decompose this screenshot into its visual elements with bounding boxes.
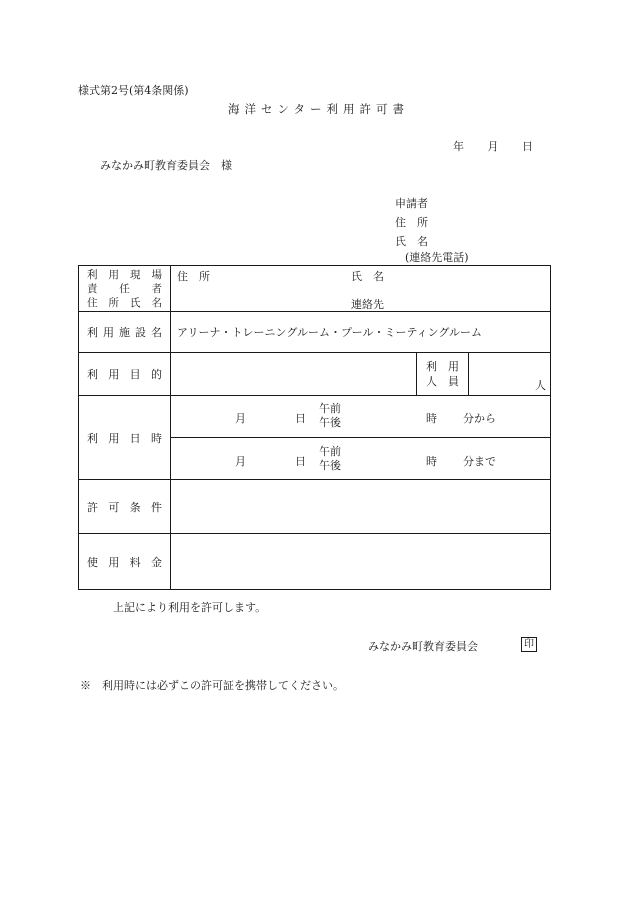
from-label: 分から [463, 412, 496, 425]
char: 場 [151, 268, 162, 281]
day-label: 日 [295, 455, 306, 468]
char: 的 [150, 368, 162, 381]
people-unit: 人 [535, 379, 547, 392]
datetime-until-field[interactable] [171, 438, 551, 480]
hour-label: 時 [426, 455, 437, 468]
label-line-1 [79, 268, 170, 282]
until-label: 分まで [463, 455, 496, 468]
row-responsible-person [79, 266, 551, 312]
permit-conditions-field[interactable] [171, 480, 551, 534]
row-purpose [79, 353, 551, 396]
char: 可 [108, 500, 120, 514]
char: 目 [129, 368, 141, 381]
month-label: 月 [487, 140, 499, 153]
facility-value: アリーナ・トレーニングルーム・プール・ミーティングルーム [171, 312, 551, 353]
purpose-field[interactable] [171, 353, 417, 396]
am-label: 午前 [319, 445, 341, 458]
date-line [453, 138, 533, 154]
applicant-name-label: 氏 名 [395, 235, 428, 248]
char: 用 [108, 368, 120, 381]
char: 使 [87, 555, 98, 569]
char: 用 [108, 555, 120, 569]
char: 施 [119, 326, 130, 339]
char: 金 [150, 555, 162, 569]
label-line-2 [79, 282, 170, 296]
char: 用 [103, 326, 114, 339]
day-label: 日 [295, 412, 306, 425]
char: 料 [129, 555, 141, 569]
char: 住 [87, 296, 98, 309]
char: 条 [129, 500, 141, 514]
label-number-of-users [417, 353, 469, 396]
permit-table [78, 265, 551, 590]
char: 者 [151, 282, 162, 295]
responsible-person-field[interactable] [171, 266, 551, 312]
char: 日 [129, 431, 141, 445]
char: 氏 [130, 296, 141, 309]
am-label: 午前 [319, 402, 341, 415]
label-usage-fee [79, 534, 171, 590]
char: 現 [130, 268, 141, 281]
char: 用 [108, 268, 119, 281]
char: 利 [87, 268, 98, 281]
form-number: 様式第2号(第4条関係) [78, 84, 189, 97]
usage-fee-field[interactable] [171, 534, 551, 590]
addressee: みなかみ町教育委員会 様 [100, 159, 232, 172]
footnote: ※ 利用時には必ずこの許可証を携帯してください。 [80, 679, 344, 692]
row-permit-conditions [79, 480, 551, 534]
people-label-line-2: 人 員 [426, 375, 459, 388]
char: 許 [87, 500, 98, 514]
char: 利 [87, 326, 98, 339]
year-label: 年 [453, 140, 464, 153]
name-label: 氏 名 [351, 270, 384, 283]
address-label: 住 所 [177, 270, 210, 283]
char: 所 [108, 296, 119, 309]
row-datetime-from [79, 396, 551, 438]
char: 名 [151, 326, 162, 339]
month-label: 月 [235, 412, 246, 425]
label-line-3 [79, 296, 170, 310]
char: 名 [151, 296, 162, 309]
char: 用 [108, 431, 120, 445]
char: 任 [119, 282, 130, 295]
char: 件 [150, 500, 162, 514]
applicant-block [395, 194, 428, 251]
char: 設 [135, 326, 146, 339]
issuer-name: みなかみ町教育委員会 [368, 640, 478, 653]
seal-stamp [521, 637, 537, 652]
label-datetime [79, 396, 171, 480]
am-pm-selector[interactable] [319, 445, 341, 473]
day-label: 日 [522, 140, 533, 153]
row-usage-fee [79, 534, 551, 590]
applicant-label: 申請者 [395, 197, 428, 210]
label-facility [79, 312, 171, 353]
char: 利 [87, 368, 98, 381]
month-label: 月 [235, 455, 246, 468]
am-pm-selector[interactable] [319, 402, 341, 430]
permit-notice: 上記により利用を許可します。 [113, 601, 267, 614]
label-permit-conditions [79, 480, 171, 534]
contact-label: 連絡先 [351, 298, 384, 311]
applicant-address-label: 住 所 [395, 216, 428, 229]
contact-phone-label: (連絡先電話) [405, 251, 469, 264]
hour-label: 時 [426, 412, 437, 425]
label-purpose [79, 353, 171, 396]
document-title: 海洋センター利用許可書 [228, 102, 410, 116]
row-facility [79, 312, 551, 353]
char: 利 [87, 431, 98, 445]
label-responsible-person [79, 266, 171, 312]
char: 責 [87, 282, 98, 295]
pm-label: 午後 [319, 416, 341, 429]
seal-label: 印 [521, 637, 537, 652]
pm-label: 午後 [319, 459, 341, 472]
datetime-from-field[interactable] [171, 396, 551, 438]
char: 時 [150, 431, 162, 445]
number-of-users-field[interactable] [469, 353, 551, 396]
people-label-line-1: 利 用 [426, 360, 459, 373]
